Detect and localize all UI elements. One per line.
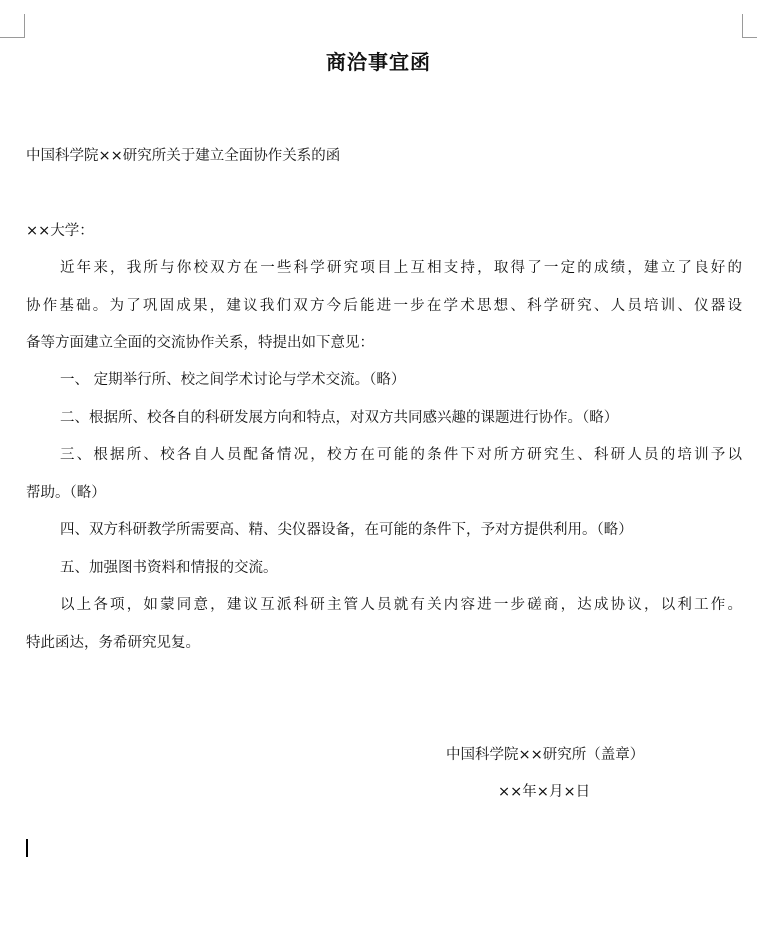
- closing-line-2: 特此函达，务希研究见复。: [26, 635, 200, 651]
- intro-line-2: 协作基础。为了巩固成果，建议我们双方今后能进一步在学术思想、科学研究、人员培训、仪器设: [26, 298, 742, 314]
- intro-line-1: 近年来，我所与你校双方在一些科学研究项目上互相支持，取得了一定的成绩，建立了良好的: [60, 260, 742, 276]
- closing-line-1: 以上各项，如蒙同意，建议互派科研主管人员就有关内容进一步磋商，达成协议，以利工作。: [60, 597, 742, 613]
- salutation: ××大学：: [26, 223, 94, 239]
- signature-date: ××年×月×日: [498, 784, 591, 800]
- item-2: 二、根据所、校各自的科研发展方向和特点，对双方共同感兴趣的课题进行协作。（略）: [60, 410, 619, 426]
- item-5: 五、加强图书资料和情报的交流。: [60, 560, 278, 576]
- signature-org: 中国科学院××研究所（盖章）: [446, 747, 645, 763]
- crop-mark-top-left: [0, 14, 25, 38]
- document-title: 商洽事宜函: [326, 50, 431, 74]
- item-4: 四、双方科研教学所需要高、精、尖仪器设备，在可能的条件下，予对方提供利用。（略）: [60, 522, 633, 538]
- item-3-line-2: 帮助。（略）: [26, 485, 106, 501]
- item-3-line-1: 三、根据所、校各自人员配备情况，校方在可能的条件下对所方研究生、科研人员的培训予以: [60, 447, 742, 463]
- intro-line-3: 备等方面建立全面的交流协作关系，特提出如下意见：: [26, 335, 374, 351]
- subject-line: 中国科学院××研究所关于建立全面协作关系的函: [26, 148, 341, 164]
- crop-mark-top-right: [742, 14, 757, 38]
- text-cursor: [26, 839, 28, 857]
- item-1: 一、 定期举行所、校之间学术讨论与学术交流。（略）: [60, 372, 406, 388]
